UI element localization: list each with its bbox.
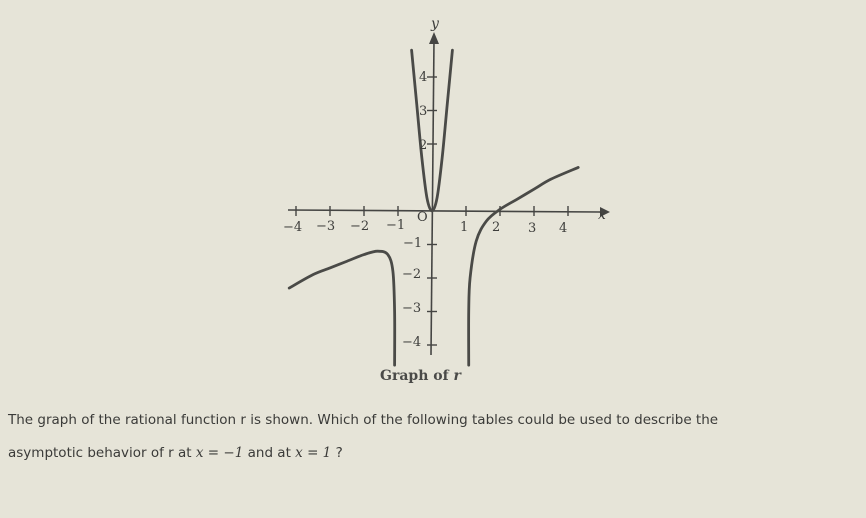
question-math-x-1: x = 1 — [295, 445, 332, 461]
graph-caption — [380, 368, 462, 384]
question-line-2-prefix: asymptotic behavior of r at — [8, 445, 192, 461]
y-tick-label-neg3: −3 — [402, 301, 422, 316]
x-tick-label-1: 1 — [460, 220, 469, 235]
x-axis — [288, 210, 600, 212]
question-line-2-suffix: ? — [335, 445, 343, 461]
y-tick-label-neg1: −1 — [403, 236, 423, 251]
question-text — [8, 404, 858, 470]
y-tick-label-2: 2 — [419, 138, 428, 153]
question-math-x-neg1: x = −1 — [195, 445, 244, 461]
y-axis-label: y — [431, 16, 439, 32]
y-tick-label-neg4: −4 — [402, 335, 422, 350]
x-tick-label-neg4: −4 — [283, 220, 303, 235]
question-line-1: The graph of the rational function r is shown. Which of the following tables could be used to describe the — [8, 412, 719, 428]
x-tick-label-3: 3 — [528, 221, 537, 236]
y-tick-label-neg2: −2 — [402, 267, 422, 282]
x-axis-label: x — [598, 207, 606, 223]
x-tick-label-neg3: −3 — [316, 219, 336, 234]
left-branch-curve — [289, 251, 395, 365]
x-tick-label-4: 4 — [559, 221, 568, 236]
x-tick-label-2: 2 — [492, 220, 501, 235]
x-tick-label-neg1: −1 — [386, 218, 406, 233]
x-tick-label-neg2: −2 — [350, 219, 370, 234]
y-tick-label-3: 3 — [419, 104, 428, 119]
caption-prefix: Graph of — [380, 368, 449, 384]
y-axis-arrow — [429, 32, 439, 44]
right-branch-curve — [469, 167, 579, 365]
y-tick-label-4: 4 — [419, 70, 428, 85]
origin-label: O — [417, 210, 428, 225]
y-axis — [431, 40, 434, 355]
question-line-2 — [8, 437, 858, 470]
caption-function-name: r — [453, 368, 461, 384]
question-line-2-middle: and at — [247, 445, 291, 461]
